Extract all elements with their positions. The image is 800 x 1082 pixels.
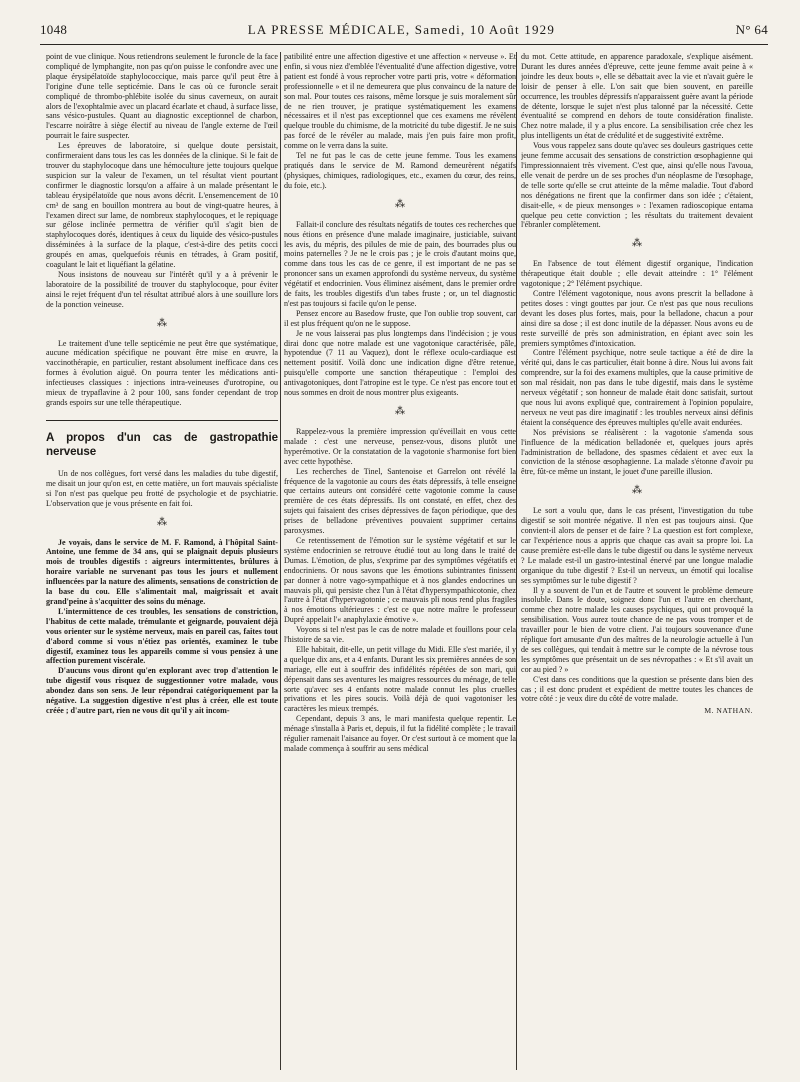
paragraph: point de vue clinique. Nous retiendrons seulement le furoncle de la face compliqué de lymphangite, non pas qu'on puisse le confondre avec une plaque érysipélatoïde staphylococcique, mais parce qu'il peut être à l'origine d'une telle septicémie. Dans le cas où ce furoncle serait compliqué de thrombo-phlébite isolée du sinus caverneux, on aurait alors de l'exophtalmie avec un placard écarlate et chaud, à surface lisse, sans vésico-pustules. Quant au diagnostic exceptionnel de charbon, l'escarre noirâtre à siège électif au niveau de l'angle externe de l'œil pourrait le faire suspecter. bbox=[46, 52, 278, 141]
paragraph: En l'absence de tout élément digestif organique, l'indication thérapeutique était double ; elle devait atteindre : 1° l'élément vagotonique ; 2° l'élément psychique. bbox=[521, 259, 753, 289]
paragraph: Nous insistons de nouveau sur l'intérêt qu'il y a à prévenir le laboratoire de la possibilité de trouver du staphylocoque, pour éviter ainsi le rejet fréquent d'un tel résultat attribué alors à une souillure lors de la ponction veineuse. bbox=[46, 269, 278, 309]
column-1 bbox=[46, 52, 278, 1070]
paragraph: Voyons si tel n'est pas le cas de notre malade et fouillons pour cela l'histoire de sa vie. bbox=[284, 625, 516, 645]
section-ornament: ⁂ bbox=[632, 485, 642, 497]
section-ornament: ⁂ bbox=[395, 198, 405, 210]
paragraph: Je voyais, dans le service de M. F. Ramond, à l'hôpital Saint-Antoine, une femme de 34 ans, qui se plaignait depuis plusieurs mois de troubles digestifs : aigreurs intermittentes, brûlures à horaire variable ne survenant pas tous les jours et nullement influencées par la nature des aliments, sensations de constriction de la base du cou. Elle s'alimentait mal, maigrissait et avait grand'peine à s'acquitter des soins du ménage. bbox=[46, 537, 278, 606]
paragraph: Le traitement d'une telle septicémie ne peut être que systématique, aucune médication spécifique ne pouvant être mise en œuvre, la vaccinothérapie, en particulier, restant absolument inefficace dans ces formes à évolution aiguë. On pourra tenter les médications anti-infectieuses classiques : injections intra-veineuses d'urotropine, ou mieux de trypaflavine à 2 pour 100, sans fonder cependant de trop grands espoirs sur une telle thérapeutique. bbox=[46, 338, 278, 407]
paragraph: Je ne vous laisserai pas plus longtemps dans l'indécision ; je vous dirai donc que notre malade est une vagotonique caractérisée, pâle, hypotendue (7 11 au Vaquez), dont le réflexe oculo-cardiaque est nettement positif. Voilà donc une indication digne d'être retenue, puisqu'elle comporte une sanction thérapeutique : l'emploi des antivagotoniques, dont l'atropine est le type. Ce n'est pas encore tout et nous sommes en droit de nous montrer plus exigeants. bbox=[284, 328, 516, 398]
paragraph: Fallait-il conclure des résultats négatifs de toutes ces recherches que nous étions en présence d'une malade imaginaire, justiciable, suivant les avis, du mépris, des pilules de mie de pain, des bourrades plus ou moins paternelles ? Je ne le crois pas ; je le crois d'autant moins que, comme dans tous les cas de ce genre, il est important de ne pas se prononcer sans un examen approfondi du système nerveux, du système végétatif et endocrinien. Vous éliminez aisément, dans le premier ordre de faits, les troubles digestifs d'un tabes fruste ; or, un tel diagnostic n'est pas toujours si facile qu'on le pense. bbox=[284, 219, 516, 308]
article-title: A propos d'un cas de gastropathie nerveuse bbox=[46, 430, 278, 458]
article-rule bbox=[46, 420, 278, 421]
paragraph: Elle habitait, dit-elle, un petit village du Midi. Elle s'est mariée, il y a quelque dix ans, et a 4 enfants. Durant les six premières années de son mariage, elle eut à souffrir des infidélités répétées de son mari, qui dépensait dans ses aventures les maigres ressources du ménage, de telle sorte qu'avec ses 4 enfants notre malade connut les plus cruelles privations et les pires soucis. Voilà déjà de quoi vagotoniser les caractères les mieux trempés. bbox=[284, 644, 516, 714]
section-ornament: ⁂ bbox=[157, 516, 167, 528]
paragraph: Rappelez-vous la première impression qu'éveillait en vous cette malade : c'est une nerveuse, pensez-vous, disons plutôt une hyperémotive. Or la constatation de la vagotonie s'harmonise fort bien avec cette hypothèse. bbox=[284, 427, 516, 466]
paragraph: L'intermittence de ces troubles, les sensations de constriction, l'habitus de cette malade, trémulante et geignarde, pouvaient déjà vous orienter sur le système nerveux, mais en pareil cas, faites tout d'abord comme si vous n'étiez pas orientés, examinez le tube digestif, examinez tous les appareils comme si vous pensiez à une affection purement viscérale. bbox=[46, 606, 278, 666]
header-rule bbox=[40, 44, 768, 45]
paragraph: Les épreuves de laboratoire, si quelque doute persistait, confirmeraient dans tous les cas les données de la clinique. Si le fait de trouver du staphylocoque dans une hémoculture jette toujours quelque suspicion sur la valeur de l'examen, un tel résultat vient pourtant confirmer le diagnostic lorsqu'on a affaire à un malade présentant le tableau érysipélatoïde que nous avons décrit. L'ensemencement de 10 cm³ de sang en bouillon montrera au bout de vingt-quatre heures, à l'examen direct sur lame, de nombreux staphylocoques, et le repiquage sur gélose inclinée permettra de vérifier qu'il s'agit bien de staphylocoques dorés, identiques à ceux du liquide des vésico-pustules disséminées à la surface de la plaque, c'est-à-dire des petits cocci groupés en amas, quelquefois réunis en tétrades, à Gram positif, coagulant le lait et liquéfiant la gélatine. bbox=[46, 141, 278, 270]
paragraph: du mot. Cette attitude, en apparence paradoxale, s'explique aisément. Durant les dures années d'épreuve, cette jeune femme avait peine à « joindre les deux bouts », elle se débattait avec la vie et n'avait guère le loisir de penser à elle. L'on sait que bien souvent, en pareille occurrence, les troubles dépressifs n'apparaissent guère avant la période de détente, lorsque le sujet n'est plus talonné par la nécessité. Cette éventualité se comprend en dehors de toute considération finaliste. Chez notre malade, il y a plus encore. La sensibilisation crée chez les plus intelligents un état de crédulité et de suggestivité extrême. bbox=[521, 52, 753, 141]
section-ornament: ⁂ bbox=[395, 406, 405, 417]
journal-title: LA PRESSE MÉDICALE, Samedi, 10 Août 1929 bbox=[247, 22, 556, 37]
paragraph: Le sort a voulu que, dans le cas présent, l'investigation du tube digestif se soit montrée négative. Il n'en est pas toujours ainsi. Que convient-il alors de penser et de faire ? La question est fort complexe, car l'expérience nous a appris que chaque cas avait sa propre loi. La cause première est-elle dans le tube digestif ou dans le système nerveux ? Le malade est-il un gastro-intestinal énervé par une longue maladie organique du tube digestif ? Est-il un nerveux, un émotif qui localise ses symptômes sur le tube digestif ? bbox=[521, 506, 753, 585]
issue-number: N° 64 bbox=[735, 22, 768, 37]
paragraph: C'est dans ces conditions que la question se présente dans bien des cas ; il est donc prudent et expédient de mettre toutes les chances de votre côté : je veux dire du côté de votre malade. bbox=[521, 674, 753, 704]
paragraph: Contre l'élément psychique, notre seule tactique a été de dire la vérité qui, dans le cas particulier, était bonne à dire. Nous lui avons fait comprendre, sur la foi des examens multiples, que la cause primitive de son mal résidait, non pas dans le tube digestif, mais dans le système nerveux végétatif ; son honneur de malade était donc satisfait, surtout que nous lui avons expliqué que, contrairement à l'opinion populaire, nerveux ne veut pas dire imaginatif : les troubles nerveux ainsi définis étaient la conséquence des épreuves multiples qu'elle avait endurées. bbox=[521, 348, 753, 427]
paragraph: Pensez encore au Basedow fruste, que l'on oublie trop souvent, car il est plus fréquent qu'on ne le suppose. bbox=[284, 308, 516, 328]
paragraph: Cependant, depuis 3 ans, le mari manifesta quelque repentir. Le ménage s'installa à Paris et, depuis, il fut la fidélité complète ; le travail régulier ramenait l'aisance au foyer. Or c'est surtout à ce moment que la malade commença à souffrir au sens médical bbox=[284, 714, 516, 753]
paragraph: patibilité entre une affection digestive et une affection « nerveuse ». Et enfin, si vous niez d'emblée l'éventualité d'une affection digestive, votre patient est fondé à vous reprocher votre parti pris, votre « déformation professionnelle » et il ne demeurera que plus convaincu de la nature de son mal. Pour toutes ces raisons, même lorsque je suis moralement sûr de ne rien trouver, je pratique systématiquement les examens nécessaires et il n'est pas exceptionnel que ces examens me révèlent quelque trouble du chimisme, de la motricité du tube digestif. Je ne suis pas forcé de le révéler au malade, mais j'en puis faire mon profit, comme on le verra dans la suite. bbox=[284, 52, 516, 151]
author-signature: M. NATHAN. bbox=[704, 706, 753, 716]
column-3 bbox=[521, 52, 753, 1070]
column-divider bbox=[280, 52, 281, 1070]
paragraph: Les recherches de Tinel, Santenoise et Garrelon ont révélé la fréquence de la vagotonie au cours des états dépressifs, à telle enseigne que certains auteurs ont considéré cette vagotonie comme la cause première de ces états dépressifs. Ils ont constaté, en effet, chez des sujets qui faisaient des crises dépressives de façon périodique, que des prises de belladone préventives pouvaient supprimer certains paroxysmes. bbox=[284, 466, 516, 536]
column-divider bbox=[516, 52, 517, 1070]
paragraph: Nos prévisions se réalisèrent : la vagotonie s'amenda sous l'influence de la médication belladonée et, quelques jours après l'administration de belladone, des spasmes cédaient et avec eux la conviction de la sténose œsophagienne. La malade s'étonne d'avoir pu être, fût-ce même un instant, le jouet d'une pareille illusion. bbox=[521, 427, 753, 477]
paragraph: Ce retentissement de l'émotion sur le système végétatif et sur le système endocrinien se retrouve étudié tout au long dans le traité de Dumas. L'émotion, de plus, s'exprime par des symptômes végétatifs et endocriniens. Or nous savons que les émotions subintrantes finissent par donner à notre vago-sympathique et à nos glandes endocrines un mauvais pli, qui persiste chez l'un à l'état d'hypersympathicotonie, chez l'autre à l'état d'hypervagotonie ; ce mauvais pli nous rend plus fragiles à nos émotions ultérieures : c'est ce que notre maître le professeur Dupré appelait l'« anaphylaxie émotive ». bbox=[284, 535, 516, 625]
page-number: 1048 bbox=[40, 22, 68, 37]
column-2 bbox=[284, 52, 516, 1070]
page-header bbox=[40, 22, 768, 42]
section-ornament: ⁂ bbox=[157, 317, 167, 329]
paragraph: Vous vous rappelez sans doute qu'avec ses douleurs gastriques cette jeune femme accusait des sensations de constriction œsophagienne qui l'impressionnaient très vivement. C'est que, ainsi qu'elle nous l'avoua, elle venait de perdre un de ses proches d'un néoplasme de l'œsophage, de telle sorte qu'elle se crut atteinte de la même maladie. Tout d'abord nos dénégations ne firent que la confirmer dans son idée ; c'étaient, disait-elle, « de pieux mensonges » : l'examen radioscopique entama quelque peu cette conviction ; les résultats du traitement devaient l'ébranler complètement. bbox=[521, 141, 753, 230]
paragraph: D'aucuns vous diront qu'en explorant avec trop d'attention le tube digestif vous risquez de suggestionner votre malade, vous abondez dans son sens. Je leur répondrai catégoriquement par la négative. La suggestion digestive n'est plus à créer, elle est toute créée ; d'autre part, rien ne vous dit qu'il y ait incom- bbox=[46, 666, 278, 715]
paragraph: Il y a souvent de l'un et de l'autre et souvent le problème demeure insoluble. Dans le doute, soignez donc l'un et l'autre en cherchant, comme chez notre malade les causes psychiques, qui ont provoqué la sensibilisation. Vous aurez toute chance de ne pas vous tromper et de travailler pour le bien de votre client. J'ai toujours souvenance d'une réplique fort amusante d'un des maîtres de la neurologie actuelle à l'un de ses collègues, qui tendait à mettre sur le compte de la névrose tous les symptômes que présentait un de ses névropathes : « Et s'il avait un cor au pied ? » bbox=[521, 585, 753, 674]
section-ornament: ⁂ bbox=[632, 238, 642, 250]
paragraph: Contre l'élément vagotonique, nous avons prescrit la belladone à petites doses : vingt gouttes par jour. Ce n'est pas que nous reculions devant les doses plus fortes, mais, pour la belladone, chacun a pour ainsi dire sa dose ; il est donc inutile de la dépasser. Nous avons eu de reste surveillé de près son administration, en épiant avec soin les premiers symptômes d'intoxication. bbox=[521, 289, 753, 348]
paragraph: Un de nos collègues, fort versé dans les maladies du tube digestif, me disait un jour qu'on est, en cette matière, un fort mauvais spécialiste si l'on n'est pas quelque peu frotté de psychologie et de psychiatrie. L'observation que je vous présente en fait foi. bbox=[46, 468, 278, 508]
paragraph: Tel ne fut pas le cas de cette jeune femme. Tous les examens pratiqués dans le service de M. Ramond demeurèrent négatifs (physiques, chimiques, radiologiques, etc., examen du cœur, des reins, du foie, etc.). bbox=[284, 151, 516, 190]
